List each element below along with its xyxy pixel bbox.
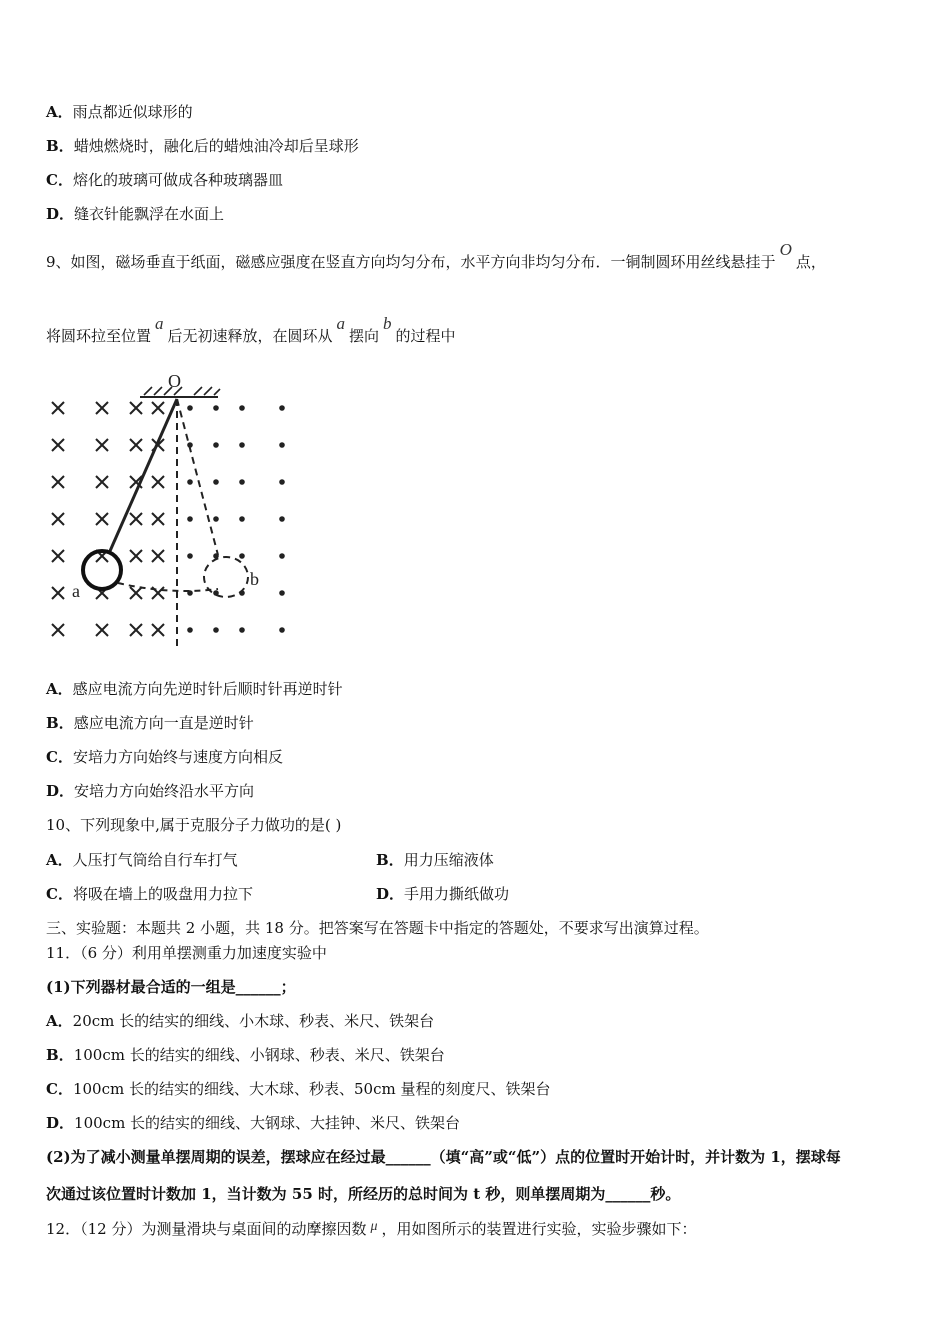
string-to-a: [110, 399, 177, 551]
q10-option-a: A．人压打气筒给自行车打气: [46, 851, 238, 869]
var-mu: μ: [370, 1219, 378, 1234]
field-dot-mark: [239, 516, 245, 522]
q9-stem-line2: 将圆环拉至位置a后无初速释放，在圆环从a摆向b的过程中: [46, 314, 456, 345]
var-a-2: a: [336, 314, 346, 333]
q10-option-b: B．用力压缩液体: [376, 851, 494, 869]
label-O: O: [168, 371, 181, 391]
field-dot-mark: [239, 442, 245, 448]
field-dot-mark: [279, 442, 285, 448]
field-dot-mark: [213, 479, 219, 485]
field-dot-mark: [279, 553, 285, 559]
label-b: b: [250, 569, 259, 589]
q9-option-c: C．安培力方向始终与速度方向相反: [46, 748, 283, 766]
q9-option-a: A．感应电流方向先逆时针后顺时针再逆时针: [46, 680, 343, 698]
q8-option-a: A．雨点都近似球形的: [46, 103, 193, 121]
field-dot-mark: [239, 479, 245, 485]
field-dot-mark: [239, 553, 245, 559]
var-b: b: [383, 314, 392, 333]
q11-sub2-line1: (2)为了减小测量单摆周期的误差，摆球应在经过最______（填“高”或“低”）点的位置时开始计时，并计数为 1，摆球每: [46, 1148, 841, 1166]
q11-option-d: D．100cm 长的结实的细线、大钢球、大挂钟、米尺、铁架台: [46, 1114, 461, 1132]
section-3-heading: 三、实验题：本题共 2 小题，共 18 分。把答案写在答题卡中指定的答题处，不要求写出演算过程。: [46, 919, 709, 937]
field-dot-mark: [239, 627, 245, 633]
field-dot-mark: [187, 516, 193, 522]
field-dot-mark: [187, 479, 193, 485]
ring-b: [204, 557, 248, 597]
string-to-b: [177, 399, 218, 555]
q9-pendulum-figure: [40, 365, 300, 655]
q8-option-b: B．蜡烛燃烧时，融化后的蜡烛油冷却后呈球形: [46, 137, 359, 155]
field-dot-mark: [187, 405, 193, 411]
q8-option-d: D．缝衣针能飘浮在水面上: [46, 205, 225, 223]
ceiling-hatch: [144, 387, 220, 395]
field-dot-mark: [279, 479, 285, 485]
q11-sub1: (1)下列器材最合适的一组是______；: [46, 978, 296, 996]
q9-option-b: B．感应电流方向一直是逆时针: [46, 714, 254, 732]
q10-option-c: C．将吸在墙上的吸盘用力拉下: [46, 885, 253, 903]
field-dot-mark: [213, 442, 219, 448]
field-dot-mark: [279, 627, 285, 633]
field-dot-mark: [187, 553, 193, 559]
field-dot-mark: [279, 516, 285, 522]
q11-stem: 11．（6 分）利用单摆测重力加速度实验中: [46, 944, 327, 962]
field-dot-mark: [279, 590, 285, 596]
field-dot-mark: [213, 627, 219, 633]
q10-stem: 10、下列现象中,属于克服分子力做功的是( ): [46, 816, 342, 834]
label-a: a: [72, 581, 80, 601]
field-dot-mark: [187, 627, 193, 633]
field-dot-mark: [239, 405, 245, 411]
field-dot-mark: [279, 405, 285, 411]
q11-option-c: C．100cm 长的结实的细线、大木球、秒表、50cm 量程的刻度尺、铁架台: [46, 1080, 551, 1098]
q10-option-d: D．手用力撕纸做功: [376, 885, 510, 903]
field-dot-mark: [213, 405, 219, 411]
q12-stem: 12．（12 分）为测量滑块与桌面间的动摩擦因数 μ ，用如图所示的装置进行实验，实验步骤如下：: [46, 1219, 697, 1238]
q11-option-a: A．20cm 长的结实的细线、小木球、秒表、米尺、铁架台: [46, 1012, 435, 1030]
q11-sub2-line2: 次通过该位置时计数加 1，当计数为 55 时，所经历的总时间为 t 秒，则单摆周期为______秒。: [46, 1185, 681, 1203]
q8-option-c: C．熔化的玻璃可做成各种玻璃器皿: [46, 171, 283, 189]
var-O: O: [779, 240, 792, 259]
var-a: a: [155, 314, 164, 333]
field-dot-mark: [213, 516, 219, 522]
q9-option-d: D．安培力方向始终沿水平方向: [46, 782, 255, 800]
q9-stem-line1: 9、如图，磁场垂直于纸面，磁感应强度在竖直方向均匀分布，水平方向非均匀分布．一铜制圆环用丝线悬挂于O点，: [46, 240, 826, 271]
magnetic-field-marks: [52, 402, 285, 636]
q11-option-b: B．100cm 长的结实的细线、小钢球、秒表、米尺、铁架台: [46, 1046, 445, 1064]
